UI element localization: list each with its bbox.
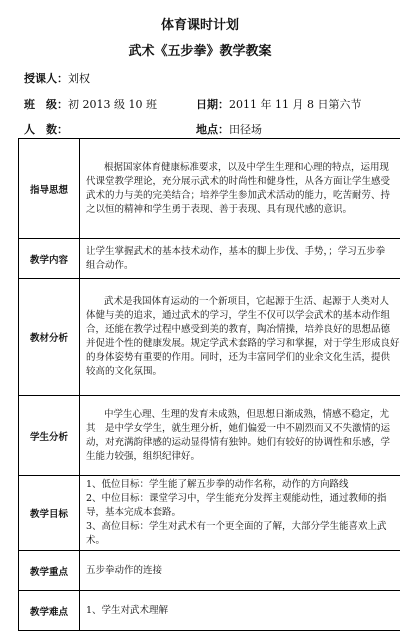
content-line: 组合动作。	[86, 259, 400, 273]
goal-line: 2、中位目标：课堂学习中，学生能充分发挥主观能动性，通过教师的指	[86, 492, 400, 506]
class-label: 班 级：	[24, 98, 68, 111]
content-label: 教学内容	[19, 239, 80, 279]
guide-line: 根据国家体育健康标准要求，以及中学生生理和心理的特点，运用现	[86, 161, 400, 175]
student-line: 其 是中学女学生，就生理分析，她们偏爱一中不剧烈而又不失激情的运	[86, 422, 400, 436]
guide-label: 指导思想	[19, 139, 80, 239]
count-row	[24, 121, 68, 137]
student-line: 中学生心理、生理的发育未成熟，但思想日渐成熟，情感不稳定，尤	[86, 408, 400, 422]
analysis-line: 合，还能在教学过程中感受到美的教育，陶冶情操，培养良好的思想品德	[86, 323, 400, 337]
key-line: 五步拳动作的连接	[86, 564, 400, 578]
teacher-row	[24, 70, 90, 86]
goal-line: 术。	[86, 534, 400, 548]
analysis-line: 并促进个性的健康发展。规定学武术套路的学习和掌握，对于学生形成良好	[86, 337, 400, 351]
content-line: 让学生掌握武术的基本技术动作，基本的脚上步伐、手势，；学习五步拳	[86, 245, 400, 259]
difficulty-line: 1、学生对武术理解	[86, 604, 400, 618]
goal-line: 1、低位目标：学生能了解五步拳的动作名称，动作的方向路线	[86, 478, 400, 492]
difficulty-label: 教学难点	[19, 591, 80, 631]
content-row	[19, 239, 400, 279]
goal-line: 导，基本完成本套路。	[86, 506, 400, 520]
analysis-line: 武术是我国体育运动的一个新项目，它起源于生活、起源于人类对人	[86, 295, 400, 309]
page-title: 体育课时计划	[0, 14, 400, 33]
guide-line: 之以恒的精神和学生勇于表现、善于表现、具有现代感的意识。	[86, 203, 400, 217]
date-row	[196, 96, 361, 112]
guide-line: 代课堂教学理论，充分展示武术的时尚性和健身性，从各方面让学生感受	[86, 175, 400, 189]
key-row	[19, 551, 400, 591]
student-line: 动，对充满韵律感的运动显得情有独钟。她们有较好的协调性和乐感，学	[86, 436, 400, 450]
date-value: 2011 年 11 月 8 日第六节	[229, 98, 361, 111]
student-row	[19, 396, 400, 476]
analysis-content	[80, 279, 400, 396]
teacher-label: 授课人：	[24, 72, 68, 85]
content-content	[80, 239, 400, 279]
key-content	[80, 551, 400, 591]
analysis-line: 较高的文化氛围。	[86, 365, 400, 379]
student-line: 生能力较强，组织纪律好。	[86, 450, 400, 464]
difficulty-content	[80, 591, 400, 631]
guide-row	[19, 139, 400, 239]
place-label: 地点：	[196, 123, 229, 136]
student-label: 学生分析	[19, 396, 80, 476]
date-label: 日期：	[196, 98, 229, 111]
count-label: 人 数：	[24, 123, 68, 136]
analysis-line: 的身体姿势有重要的作用。同时，还为丰富同学们的业余文化生活，提供	[86, 351, 400, 365]
class-row	[24, 96, 157, 112]
analysis-line: 体健与美的追求，通过武术的学习，学生不仅可以学会武术的基本动作组	[86, 309, 400, 323]
goal-row	[19, 476, 400, 551]
goal-content	[80, 476, 400, 551]
guide-content	[80, 139, 400, 239]
difficulty-row	[19, 591, 400, 631]
lesson-plan-table	[18, 138, 400, 631]
place-row	[196, 121, 262, 137]
page-subtitle: 武术《五步拳》教学教案	[0, 40, 400, 59]
teacher-value: 刘权	[68, 72, 90, 85]
goal-label: 教学目标	[19, 476, 80, 551]
analysis-row	[19, 279, 400, 396]
place-value: 田径场	[229, 123, 262, 136]
guide-line: 武术的力与美的完美结合；培养学生参加武术活动的能力，吃苦耐劳、持	[86, 189, 400, 203]
class-value: 初 2013 级 10 班	[68, 98, 157, 111]
analysis-label: 教材分析	[19, 279, 80, 396]
goal-line: 3、高位目标：学生对武术有一个更全面的了解，大部分学生能喜欢上武	[86, 520, 400, 534]
key-label: 教学重点	[19, 551, 80, 591]
student-content	[80, 396, 400, 476]
